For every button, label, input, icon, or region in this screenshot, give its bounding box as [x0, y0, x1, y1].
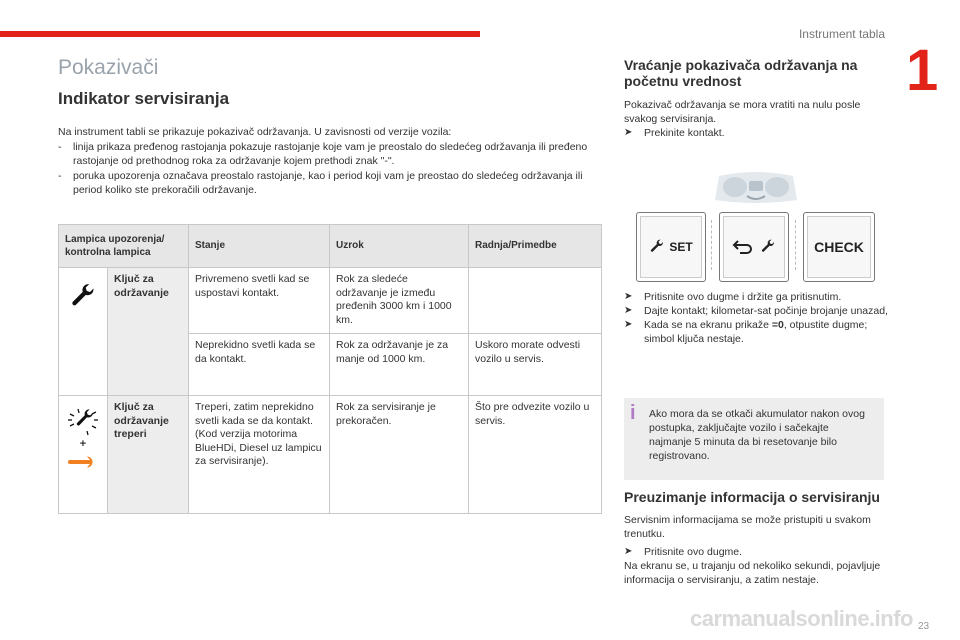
info-icon: i — [630, 402, 636, 424]
table-header-row — [59, 225, 602, 268]
col-header-cause: Uzrok — [330, 225, 469, 268]
wrench-icon — [760, 239, 776, 255]
wrench-icon — [649, 239, 665, 255]
table-cell-cause: Rok za održavanje je za manje od 1000 km. — [330, 334, 469, 396]
info-text: Ako mora da se otkači akumulator nakon ovog postupka, zaključajte vozilo i sačekajte najmanje 5 minuta da bi resetovanje bilo registrovano. — [649, 408, 865, 462]
table-row — [59, 268, 602, 334]
arrow-icon: ➤ — [624, 546, 633, 557]
section-title: Instrument tabla — [798, 27, 885, 41]
flashing-wrench-icon — [66, 405, 100, 439]
instrument-cluster-icon — [711, 170, 801, 204]
page-number: 23 — [918, 621, 930, 632]
lamp-name: Ključ za održavanje — [108, 268, 189, 396]
check-button-label: CHECK — [814, 239, 864, 255]
table-cell-action: Što pre odvezite vozilo u servis. — [469, 396, 602, 514]
header-accent-bar — [0, 31, 480, 37]
col-header-state: Stanje — [189, 225, 330, 268]
retrieve-result: Na ekranu se, u trajanju od nekoliko sekundi, pojavljuje informacija o servisiranju, a zatim nestaje. — [624, 560, 881, 586]
table-cell-action: Uskoro morate odvesti vozilo u servis. — [469, 334, 602, 396]
watermark: carmanualsonline.info — [690, 606, 913, 631]
chapter-number: 1 — [906, 38, 939, 103]
table-cell-cause: Rok za sledeće održavanje je između pređenih 3000 km i 1000 km. — [330, 268, 469, 334]
col-header-action: Radnja/Primedbe — [469, 225, 602, 268]
intro-paragraph: Na instrument tabli se prikazuje pokazivač održavanja. U zavisnosti od verzije vozila: — [58, 126, 452, 138]
check-button[interactable] — [803, 212, 875, 282]
info-note — [624, 398, 884, 480]
table-cell-action — [469, 268, 602, 334]
lamp-name: Ključ za održavanje treperi — [108, 396, 189, 514]
reset-section — [624, 57, 889, 140]
step-item: ➤ Kada se na ekranu prikaže =0, otpustite dugme; simbol ključa nestaje. — [624, 319, 868, 345]
arrow-icon: ➤ — [624, 319, 633, 330]
set-button[interactable] — [636, 212, 706, 282]
flashing-wrench-icon-cell — [59, 396, 108, 514]
arrow-icon: ➤ — [624, 127, 633, 138]
intro-bullet: - poruka upozorenja označava preostalo rastojanje, kao i period koji vam je preostao do sledećeg održavanja ili period koliko ste prekoračili održavanje. — [58, 169, 583, 196]
table-cell-state: Treperi, zatim neprekidno svetli kada se da kontakt. (Kod verzija motorima BlueHDi, Diesel uz lampicu za servisiranje). — [189, 396, 330, 514]
retrieve-intro: Servisnim informacijama se može pristupiti u svakom trenutku. — [624, 514, 871, 540]
page-title: Pokazivači — [58, 56, 159, 79]
reset-heading: Vraćanje pokazivača održavanja na početnu vrednost — [624, 57, 858, 89]
return-arrow-icon — [732, 239, 754, 255]
table-cell-cause: Rok za servisiranje je prekoračen. — [330, 396, 469, 514]
section-heading: Indikator servisiranja — [58, 89, 230, 108]
orange-wrench-icon — [67, 454, 99, 470]
table-cell-state: Neprekidno svetli kada se da kontakt. — [189, 334, 330, 396]
reset-intro: Pokazivač održavanja se mora vratiti na nulu posle svakog servisiranja. — [624, 99, 861, 125]
plus-sign: + — [79, 438, 87, 450]
intro-bullet: - linija prikaza pređenog rastojanja pokazuje rastojanje koje vam je preostalo do sledećeg održavanja ili pređeno rastojanje od prethodnog roka za održavanje kojem prethodi znak "-". — [58, 140, 588, 167]
intro-text — [58, 125, 608, 198]
step-item: ➤ Pritisnite ovo dugme. — [624, 546, 743, 558]
arrow-icon: ➤ — [624, 305, 633, 316]
reset-button[interactable] — [719, 212, 789, 282]
step-item: ➤ Pritisnite ovo dugme i držite ga pritisnutim. — [624, 291, 842, 303]
arrow-icon: ➤ — [624, 291, 633, 302]
steps-list — [624, 290, 889, 346]
divider — [711, 220, 712, 270]
step-item: ➤ Dajte kontakt; kilometar-sat počinje brojanje unazad, — [624, 305, 888, 317]
set-button-label: SET — [669, 240, 693, 254]
wrench-icon — [69, 283, 97, 311]
wrench-icon-cell — [59, 268, 108, 396]
step-item: ➤ Prekinite kontakt. — [624, 127, 725, 139]
table-row — [59, 396, 602, 514]
divider — [795, 220, 796, 270]
retrieve-heading: Preuzimanje informacija o servisiranju — [624, 489, 880, 505]
indicator-table — [58, 224, 602, 514]
col-header-lamp: Lampica upozorenja/ kontrolna lampica — [59, 225, 189, 268]
retrieve-section — [624, 489, 889, 587]
table-cell-state: Privremeno svetli kad se uspostavi kontakt. — [189, 268, 330, 334]
